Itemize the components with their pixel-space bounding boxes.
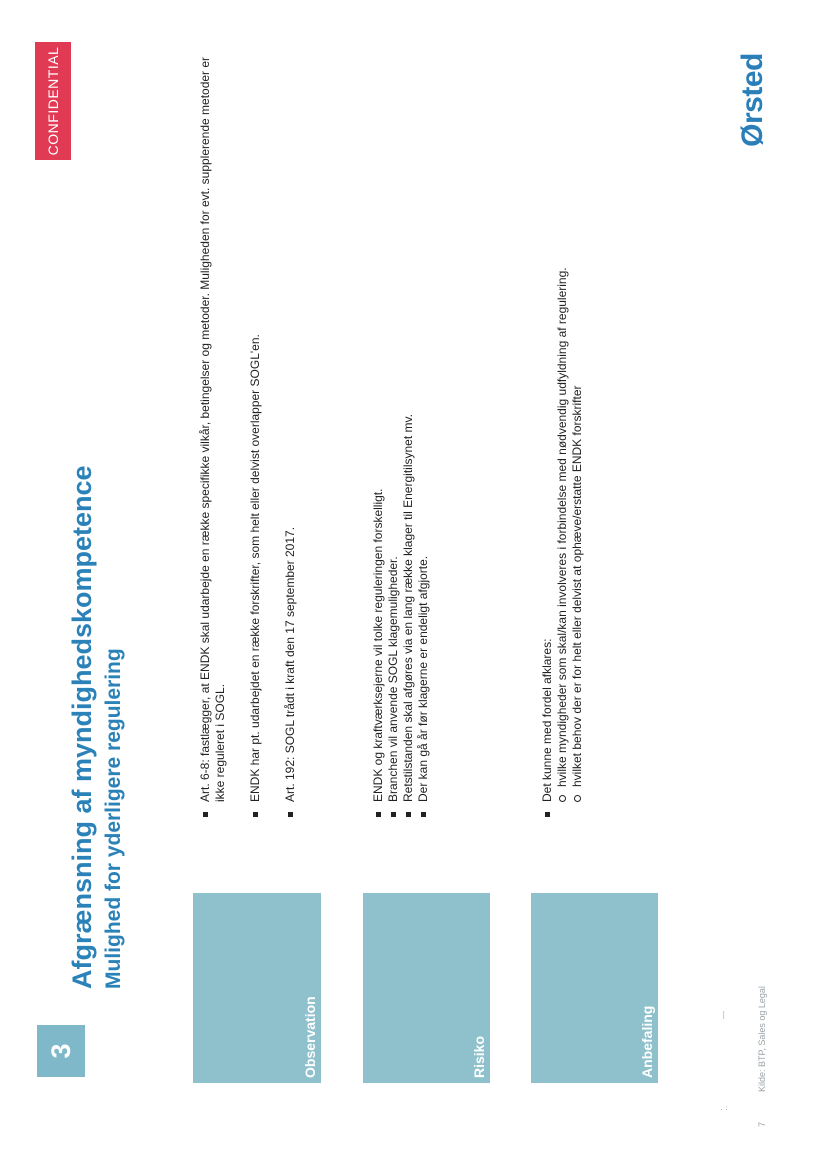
anbefaling-list bbox=[540, 40, 585, 817]
risiko-item: Retstilstanden skal afgøres via en lang række klager til Energitilsynet mv. bbox=[401, 40, 416, 817]
slide-number-badge: 3 bbox=[37, 1025, 85, 1077]
risiko-box bbox=[363, 893, 490, 1083]
observation-item: Art. 192: SOGL trådt i kraft den 17 september 2017. bbox=[283, 40, 298, 817]
observation-box bbox=[193, 893, 321, 1083]
risiko-item: Der kan gå år før klagerne er endeligt afgjorte. bbox=[416, 40, 431, 817]
anbefaling-subitem: hvilke myndigheder som skal/kan involveres i forbindelse med nødvendig udfyldning af regulering. bbox=[555, 40, 570, 802]
footer-dots: · ·· bbox=[717, 1105, 731, 1111]
observation-item: Art. 6-8: fastlægger, at ENDK skal udarbejde en række specifikke vilkår, betingelser og metoder. Muligheden for evt. supplerende metoder er ikke reguleret i SOGL. bbox=[198, 40, 228, 817]
observation-item: ENDK har pt. udarbejdet en række forskrifter, som helt eller delvist overlapper SOGL'en. bbox=[248, 40, 263, 817]
confidential-badge: CONFIDENTIAL bbox=[35, 42, 71, 160]
anbefaling-label: Anbefaling bbox=[639, 1005, 655, 1078]
risiko-item: Branchen vil anvende SOGL klagemuligheder. bbox=[386, 40, 401, 817]
anbefaling-subitem: hvilket behov der er for helt eller delvist at ophæve/erstatte ENDK forskrifter bbox=[570, 40, 585, 802]
observation-list bbox=[198, 40, 298, 817]
risiko-label: Risiko bbox=[471, 1035, 487, 1078]
orsted-logo: Ørsted bbox=[736, 53, 769, 147]
anbefaling-intro-text: Det kunne med fordel afklares: bbox=[540, 638, 554, 802]
footer-dash: — bbox=[719, 1011, 728, 1019]
slide-title: Afgrænsning af myndighedskompetence bbox=[67, 465, 97, 989]
footer-source: Kilde: BTP, Sales og Legal bbox=[757, 986, 767, 1092]
observation-label: Observation bbox=[302, 996, 318, 1078]
anbefaling-box bbox=[531, 893, 658, 1083]
anbefaling-intro bbox=[540, 40, 585, 817]
risiko-list bbox=[371, 40, 431, 817]
footer-page-number: 7 bbox=[757, 1121, 767, 1127]
risiko-item: ENDK og kraftværksejerne vil tolke reguleringen forskelligt. bbox=[371, 40, 386, 817]
slide-subtitle: Mulighed for yderligere regulering bbox=[102, 648, 125, 989]
